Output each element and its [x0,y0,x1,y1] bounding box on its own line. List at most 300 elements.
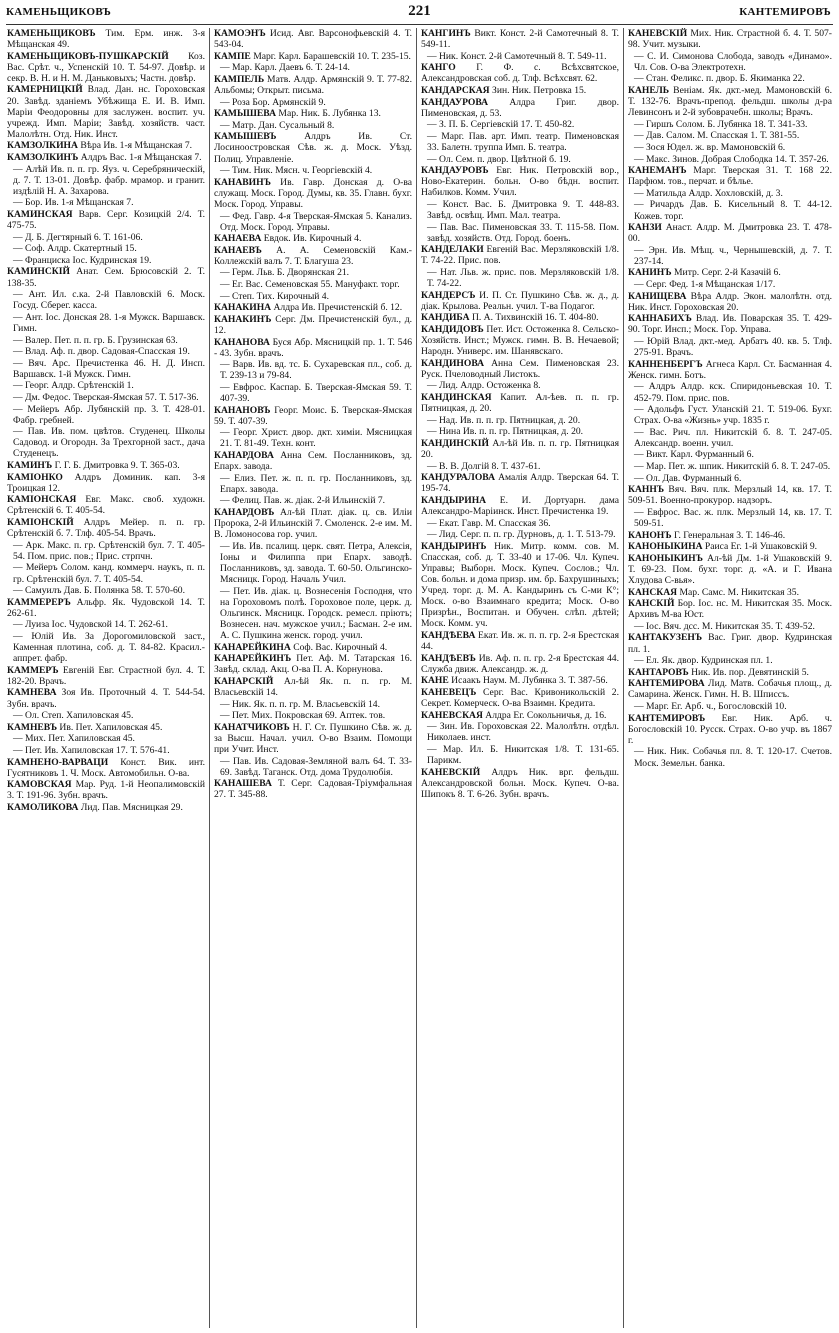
entry-surname: КАМПЕЛЬ [214,73,265,85]
directory-entry [214,756,412,778]
entry-text: Марг. Тверская 31. Т. 168 22. Парфюм. тов., перчат. и бѣлье. [628,165,832,188]
entry-surname: КАНДѢЕВА [421,629,476,641]
entry-surname: КАНАЕВА [214,233,262,245]
entry-text: Евг. Ник. Арб. ч. Богословскій 10. Русск. Страх. О-во учр. въ 1867 г. [628,712,832,746]
entry-text: Ив. Аф. п. п. гр. 2-я Брестская 44. Служба движ. Александр. ж. д. [421,652,619,675]
entry-text: Алдръ Ник. врг. фельдш. Александровской больн. Моск. Купеч. О-ва. Шипокъ 8. Т. 6-26. Зубн. врачъ. [421,766,619,800]
directory-entry [628,621,832,632]
entry-text: Коз. Вас. Срѣт. ч., Успенскій 10. Т. 54-97. Довѣр. и секр. В. Н. и Н. М. Даньковыхъ; Частн. довѣр. [7,50,205,84]
directory-entry [214,586,412,641]
directory-entry [421,653,619,675]
entry-text: Лид. Матв. Собачья площ., д. Самарина. Женск. Гимн. Н. В. Шписсъ. [628,678,832,701]
entry-surname: КАНДИДОВЪ [421,323,484,335]
entry-text: Вяч. Вяч. плк. Мерзлый 14, кв. 17. Т. 509-51. Военно-прокурор. надзоръ. [628,484,832,507]
directory-entry [214,108,412,119]
directory-entry [214,74,412,96]
directory-entry [421,529,619,540]
directory-entry [421,358,619,380]
entry-text: Георг. Моис. Б. Тверская-Ямская 59. Т. 407-39. [214,404,412,427]
directory-entry [421,767,619,800]
entry-text: Агнеса Карл. Ст. Басманная 4. Женск. гимн. Ботъ. [628,358,832,381]
entry-surname: КАНАШЕВА [214,778,272,790]
directory-entry [214,337,412,359]
directory-entry [7,209,205,231]
entry-text: Влад. Ив. Поварская 35. Т. 429-90. Торг. Инсп.; Моск. Гор. Управа. [628,313,832,336]
entry-surname: КАММЕРЪ [7,664,59,676]
directory-entry [628,165,832,187]
entry-text: И. П. Ст. Пушкино Сѣв. ж. д., д. діак. Крылова. Реальн. учил. Т-ва Подагог. [421,289,619,312]
directory-entry [214,699,412,710]
entry-text: — Тим. Ник. Мясн. ч. Георгіевскій 4. [220,165,373,177]
entry-text: — Дав. Салом. М. Спасская 1. Т. 381-55. [634,130,800,142]
directory-entry [7,597,205,619]
entry-text: Евдок. Ив. Кирочный 4. [261,233,362,245]
entry-surname: КАНИНЪ [628,267,672,279]
entry-surname: КАНАКИНЪ [214,313,272,325]
entry-text: — Адольфъ Густ. Уланскій 21. Т. 519-06. Бухг. Страх. О-ва «Жизнь» учр. 1835 г. [634,404,832,427]
directory-entry [7,426,205,459]
entry-surname: КАМЕНЬЩИКОВЪ-ПУШКАРСКІЙ [7,50,169,62]
entry-text: — Георг. Христ. двор. дкт. химіи. Мясницкая 21. Т. 81-49. Техн. конт. [220,427,412,450]
directory-entry [7,28,205,50]
directory-entry [7,51,205,84]
directory-entry [628,199,832,221]
entry-text: — Бор. Ив. 1-я Мѣщанская 7. [13,197,134,209]
entry-text: — Герм. Льв. Б. Дворянская 21. [220,267,350,279]
entry-text: Соф. Вас. Кирочный 4. [290,641,388,653]
entry-text: — Конст. Вас. Б. Дмитровка 9. Т. 448-83. Завѣд. освѣщ. Имп. Мал. театра. [427,198,619,221]
directory-entry [628,245,832,267]
entry-text: — Соф. Алдр. Скатертный 15. [13,243,137,255]
entry-text: — Ант. Іос. Донская 28. 1-я Мужск. Варшавск. Гимн. [13,311,205,334]
entry-surname: КАМЕНЬЩИКОВЪ [7,28,96,39]
entry-surname: КАНДИНСКАЯ [421,392,492,403]
entry-text: — Пет. Ив. діак. ц. Вознесенія Господня, что на Гороховомъ полѣ. Гороховое поле, церк. д. Ольгинск. Мясницк. Городск. ремесл. пріютъ; Вознесен. нач. мужское учил.; Басман. 2-е им. А. С. Пушкина женск. город. учил. [220,585,412,641]
entry-text: Буся Абр. Мясницкій пр. 1. Т. 546 - 43. Зубн. врачъ. [214,336,412,359]
directory-entry [628,449,832,460]
entry-text: — Евфрос. Каспар. Б. Тверская-Ямская 59. Т. 407-39. [220,381,412,404]
directory-entry [628,427,832,449]
entry-surname: КАНДѢЕВЪ [421,652,476,664]
entry-text: — Мих. Пет. Хапиловская 45. [13,733,135,745]
entry-surname: КАНАНОВЪ [214,404,271,416]
directory-entry [421,28,619,50]
directory-entry [421,119,619,130]
directory-entry [628,484,832,506]
entry-text: Митр. Серг. 2-й Казачій 6. [671,267,781,279]
directory-entry [7,722,205,733]
entry-surname: КАНАЕВЪ [214,244,262,256]
directory-entry [214,382,412,404]
entry-surname: КАНТЕМИРОВА [628,678,705,690]
entry-text: Анна Сем. Посланниковъ, зд. Епарх. завода. [214,449,412,473]
entry-text: Исаакъ Наум. М. Лубянка 3. Т. 387-56. [448,675,608,687]
entry-text: — Лид. Алдр. Остоженка 8. [427,380,541,392]
directory-entry [421,290,619,312]
entry-text: — Юлій Ив. За Дорогомиловской заст., Каменная плотина, соб. д. Т. 84-82. Красил.-аппрет. фабр. [13,630,205,665]
entry-text: Алдръ Доминик. кап. 3-я Троицкая 12. [7,471,205,494]
entry-text: Конст. Вик. инт. Гусятниковъ 1. Ч. Моск. Автомобильн. О-ва. [7,756,205,779]
directory-entry [7,380,205,391]
directory-entry [421,687,619,709]
entry-surname: КАМИНЪ [7,460,53,472]
entry-surname: КАНДЕРСЪ [421,289,476,301]
directory-entry [7,255,205,266]
directory-entry [628,85,832,118]
directory-entry [628,28,832,50]
entry-surname: КАМЫШЕВА [214,108,277,120]
entry-text: Серг. Вас. Кривоникольскій 2. Секрет. Комерческ. О-ва Взаимн. Кредита. [421,686,619,710]
entry-text: Екат. Ив. ж. п. п. гр. 2-я Брестская 44. [421,629,619,653]
entry-text: Ал-ѣй Як. п. п. гр. М. Власьевскій 14. [214,675,412,698]
directory-entry [214,62,412,73]
directory-entry [7,562,205,584]
directory-entry [214,450,412,472]
directory-entry [7,745,205,756]
directory-entry [7,757,205,779]
entry-text: Е. И. Дортуарн. дама Александро-Маріинск. Инст. Пречистенка 19. [421,494,619,517]
directory-entry [214,473,412,495]
directory-entry [214,267,412,278]
directory-entry [421,392,619,414]
entry-surname: КАНАКИНА [214,302,272,314]
directory-entry [628,336,832,358]
directory-entry [7,197,205,208]
entry-text: — Фед. Гавр. 4-я Тверская-Ямская 5. Канализ. Отд. Моск. Город. Управы. [220,210,412,233]
directory-entry [214,710,412,721]
directory-entry [628,632,832,654]
entry-surname: КАНЕВСКІЙ [421,766,481,778]
entry-text: — Гиршъ Солом. Б. Лубянка 18. Т. 341-33. [634,118,808,130]
directory-columns [4,28,835,1330]
entry-text: — Влад. Аф. п. двор. Садовая-Спасская 19. [13,346,190,358]
directory-entry [628,404,832,426]
entry-text: — Ник. Як. п. п. гр. М. Власьевскій 14. [220,698,381,710]
entry-text: Бор. Іос. нс. М. Никитская 35. Моск. Архивъ М-ва Юст. [628,598,832,621]
entry-text: — Пав. Ив. пом. цвѣтов. Студенец. Школы Садовод. и Огородн. За Трехгорной заст., дача Студенецъ. [13,426,205,460]
entry-text: Ал-ѣй Плат. діак. ц. св. Иліи Пророка, 2-й Ильинскій 7. Смоленск. 2-е им. М. В. Ломоносова гор. учил. [214,506,412,541]
directory-entry [214,507,412,540]
entry-surname: КАННЪ [628,484,665,496]
directory-entry [7,84,205,139]
directory-entry [214,291,412,302]
entry-text: Г. Ф. с. Всѣхсвятское, Александровская соб. д. Тлф. Всѣхсвят. 62. [421,62,619,85]
entry-text: Алдръ Вас. 1-я Мѣщанская 7. [78,152,202,164]
directory-entry [214,427,412,449]
running-head-left: КАМЕНЬЩИКОВЪ [6,6,112,18]
entry-text: — Екат. Гавр. М. Спасская 36. [427,517,551,529]
entry-text: Г. Генеральная 3. Т. 146-46. [671,529,786,541]
entry-text: Ник. Ив. пор. Девятинскій 5. [688,666,809,678]
entry-surname: КАМОЛИКОВА [7,801,79,813]
entry-text: — Стан. Феликс. п. двор. Б. Якиманка 22. [634,73,805,85]
directory-entry [628,188,832,199]
entry-surname: КАНАРДОВЪ [214,506,275,518]
entry-surname: КАНДУРАЛОВА [421,472,495,484]
entry-surname: КАНОНЫКИНА [628,541,703,553]
entry-text: Пет. Аф. М. Татарская 16. Завѣд. склад. Акц. О-ва П. А. Корнунова. [214,653,412,676]
entry-surname: КАНДЕЛАКИ [421,244,484,256]
entry-text: — Луиза Іос. Чудовской 14. Т. 262-61. [13,619,168,631]
entry-text: — Пав. Вас. Пименовская 33. Т. 115-58. Пом. завѣд. хозяйств. Отд. Город. боенъ. [427,221,619,244]
entry-surname: КАМИНСКІЙ [7,266,70,278]
entry-text: — Роза Бор. Армянскій 9. [220,96,326,108]
entry-text: — Ол. Сем. п. двор. Цвѣтной б. 19. [427,153,571,165]
entry-text: Вѣра Ив. 1-я Мѣщанская 7. [77,140,193,152]
entry-text: — Мейеръ Абр. Лубянскій пр. 3. Т. 428-01. Фабр. гребней. [13,403,205,426]
directory-entry [421,199,619,221]
entry-surname: КАММЕРЕРЪ [7,596,71,608]
entry-text: — С. И. Симонова Слобода, заводъ «Динамо». Чл. Сов. О-ва Электротехн. [634,50,832,73]
entry-text: Анаст. Алдр. М. Дмитровка 23. Т. 478-00. [628,222,832,245]
entry-surname: КАНАРДОВА [214,449,274,461]
directory-entry [421,495,619,517]
directory-entry [628,553,832,586]
entry-surname: КАНАТЧИКОВЪ [214,721,290,733]
entry-text: Влад. Дан. нс. Гороховская 20. Завѣд. зданіемъ Убѣжища Е. И. В. Имп. Маріи Феодоровны для заслужен. воспит. уч. учрежд. Имп. Маріи; Завѣд. хозяйств. част. Малолѣтн. Отд. Ник. Инст. [7,84,205,140]
directory-entry [7,472,205,494]
entry-text: — Пав. Ив. Садовая-Земляной валъ 64. Т. 33-69. Завѣд. Таганск. Отд. дома Трудолюбія. [220,755,412,778]
entry-text: Алдръ Ив. Ст. Лосиноостровская Сѣв. ж. д. Моск. Уѣзд. Полиц. Управленіе. [214,131,412,165]
entry-text: — Серг. Фед. 1-я Мѣщанская 1/17. [634,279,776,291]
directory-entry [628,701,832,712]
entry-surname: КАМЫШЕВЪ [214,131,277,143]
entry-text: Веніам. Як. дкт.-мед. Мамоновскій 6. Т. 132-76. Врачъ-препод. фельдш. школы д-ра Левинсонъ и 2-й зубоврачебн. школы; Врачъ. [628,84,832,119]
directory-entry [628,667,832,678]
directory-entry [214,97,412,108]
entry-text: П. А. Тихвинскій 16. Т. 404-80. [469,312,599,324]
entry-surname: КАНДЫРИНЪ [421,540,487,552]
page-number: 221 [408,3,431,19]
directory-entry [628,73,832,84]
entry-text: — Степ. Тих. Кирочный 4. [220,290,330,302]
header-rule [6,24,833,25]
entry-text: Мар. Самс. М. Никитская 35. [677,586,799,598]
directory-entry [421,244,619,266]
entry-text: Лид. Пав. Мясницкая 29. [78,801,183,813]
directory-entry [7,802,205,813]
entry-surname: КАНДАУРОВЪ [421,165,489,177]
directory-entry [7,665,205,687]
entry-surname: КАНЕВЕЦЪ [421,686,477,698]
entry-surname: КАМПЕ [214,50,251,62]
entry-surname: КАНАНОВА [214,336,270,348]
entry-surname: КАНОНЪ [628,529,672,541]
directory-column-4 [625,28,835,1330]
entry-text: Ник. Митр. комм. сов. М. Спасская, соб. д. Т. 33-40 и 17-06. Чл. Купеч. Управы; Выборн. Моск. Купеч. Сослов.; Чл. Сов. больн. и дома призр. им. бр. Бахрушиныхъ; Учред. торг. д. М. А. Кандыринъ съ С-ми К°; Моск. о-во Взаимнаго кредита; Моск. О-во Призрѣн., Воспитан. и Обучен. слѣп. дѣтей; Моск. Комм. уч. [421,540,619,630]
directory-entry [628,222,832,244]
entry-surname: КАНГИНЪ [421,28,471,39]
entry-text: — Евфрос. Вас. ж. плк. Мерзлый 14, кв. 17. Т. 509-51. [634,506,832,530]
entry-text: Альфр. Як. Чудовской 14. Т. 262-61. [7,596,205,619]
directory-entry [7,243,205,254]
entry-text: — Ант. Ил. с.ка. 2-й Павловскій 6. Моск. Госуд. Сберег. касса. [13,289,205,312]
entry-surname: КАМЗОЛКИНА [7,140,78,152]
directory-entry [628,291,832,313]
entry-text: Евг. Ник. Петровскій вор., Ново-Екатерин. больн. О-во бѣдн. воспит. Набилков. Комм. Учил. [421,165,619,199]
directory-entry [7,232,205,243]
entry-text: — Самуилъ Дав. Б. Полянка 58. Т. 570-60. [13,585,186,597]
directory-entry [628,51,832,73]
entry-text: — Арк. Макс. п. гр. Срѣтенскій бул. 7. Т. 405-54. Пом. прис. пов.; Прис. стрпчн. [13,539,205,562]
entry-surname: КАНЕ [421,675,449,687]
entry-text: Евгеній Вас. Мерзляковскій 1/8. Т. 74-22. Прис. пов. [421,244,619,267]
directory-entry [7,710,205,721]
directory-entry [628,655,832,666]
entry-text: — Ник. Ник. Собачья пл. 8. Т. 120-17. Счетов. Моск. Земельн. банка. [634,746,832,769]
entry-text: — Франциска Іос. Кудринская 19. [13,254,152,266]
directory-entry [214,359,412,381]
entry-text: — Вяч. Арс. Пречистенка 46. Н. Д. Инсп. Варшавск. 1-й Мужск. Гимн. [13,357,205,380]
entry-text: Викт. Конст. 2-й Самотечный 8. Т. 549-11. [421,28,619,51]
entry-text: — Ричардъ Дав. Б. Кисельный 8. Т. 44-12. Кожев. торг. [634,199,832,222]
directory-entry [628,473,832,484]
entry-surname: КАМЕРНИЦКІЙ [7,84,83,96]
directory-column-3 [418,28,622,1330]
directory-entry [7,779,205,801]
entry-surname: КАНТАКУЗЕНЪ [628,632,703,644]
entry-surname: КАННЕНБЕРГЪ [628,358,703,370]
entry-text: Зоя Ив. Проточный 4. Т. 544-54. Зубн. врачъ. [7,687,205,710]
entry-text: Т. Серг. Садовая-Тріумфальная 27. Т. 345-88. [214,778,412,801]
directory-entry [214,51,412,62]
directory-entry [628,713,832,746]
directory-entry [628,461,832,472]
entry-text: Амалія Алдр. Тверская 64. Т. 195-74. [421,472,619,495]
entry-text: — Алѣй Ив. п. п. гр. Яуз. ч. Серебряническій, д. 7. Т. 13-01. Довѣр. фабр. мрамор. и гранит. издѣлій Н. А. Захарова. [13,163,205,197]
directory-entry [7,517,205,539]
entry-text: — Вас. Рич. пл. Никитскій б. 8. Т. 247-05. Александр. военн. учил. [634,426,832,449]
directory-entry [628,142,832,153]
directory-entry [7,164,205,197]
entry-text: — Іос. Вяч. дсс. М. Никитская 35. Т. 439-52. [634,620,815,632]
entry-text: Ал-ѣй Дм. 1-й Ушаковскій 9. Т. 69-23. Пом. бухг. торг. д. «А. и Г. Ивана Хлудова С-вья». [628,552,832,586]
directory-entry [421,165,619,198]
entry-text: Евг. Макс. своб. художн. Срѣтенскій 6. Т. 405-54. [7,494,205,517]
entry-surname: КАМІОНСКАЯ [7,494,77,506]
directory-entry [628,130,832,141]
entry-surname: КАМИНСКАЯ [7,209,73,220]
directory-entry [421,85,619,96]
directory-entry [7,494,205,516]
entry-text: — Елиз. Пет. ж. п. п. гр. Посланниковъ, зд. Епарх. завода. [220,472,412,495]
entry-surname: КАНДИНОВА [421,357,485,369]
directory-entry [628,678,832,700]
entry-text: Г. Г. Б. Дмитровка 9. Т. 365-03. [52,460,180,472]
entry-surname: КАМОВСКАЯ [7,779,72,791]
entry-surname: КАНЕВСКАЯ [421,709,483,721]
entry-text: Раиса Ег. 1-й Ушаковскій 9. [702,541,818,553]
entry-text: — Ник. Конст. 2-й Самотечный 8. Т. 549-11. [427,50,607,62]
entry-text: Ал-ѣй Ив. п. п. гр. Пятницкая 20. [421,437,619,460]
entry-text: Вас. Григ. двор. Кудринская пл. 1. [628,632,832,655]
directory-entry [214,653,412,675]
directory-entry [628,359,832,381]
entry-text: Алдра Ив. Пречистенскій б. 12. [271,302,403,314]
entry-text: — Марг. Пав. арт. Имп. театр. Пименовская 33. Балетн. труппа Имп. Б. театра. [427,130,619,153]
entry-text: — Зин. Ив. Гороховская 22. Малолѣтн. отдѣл. Николаев. инст. [427,721,619,744]
entry-text: — Мар. Карл. Даевъ 6. Т. 24-14. [220,62,350,74]
directory-entry [214,165,412,176]
directory-entry [214,495,412,506]
running-head-right: КАНТЕМИРОВЪ [739,6,831,18]
directory-entry [214,676,412,698]
directory-entry [421,518,619,529]
entry-surname: КАНДЫРИНА [421,494,487,506]
directory-entry [7,619,205,630]
entry-text: — Эрн. Ив. Мѣщ. ч., Чернышевскій, д. 7. Т. 237-14. [634,244,832,267]
entry-surname: КАНАРЕЙКИНА [214,641,291,653]
directory-entry [214,279,412,290]
directory-entry [214,314,412,336]
directory-entry [7,585,205,596]
entry-text: Алдра Григ. двор. Пименовская, д. 53. [421,96,619,119]
directory-entry [214,642,412,653]
entry-text: — Ив. Ив. псалищ. церк. свят. Петра, Алексія, Іоны и Филиппа при Епарх. заводѣ. Посланниковъ, зд. завода. Т. 60-50. Ольгинско-Мясницк. Город. Началь Учил. [220,540,412,585]
directory-entry [421,267,619,289]
entry-surname: КАНДИНСКІЙ [421,437,489,449]
entry-surname: КАНГО [421,62,456,74]
entry-text: Капит. Ал-ѣев. п. п. гр. Пятницкая, д. 20. [421,392,619,415]
directory-entry [214,233,412,244]
entry-text: — Д. Б. Дегтярный 6. Т. 161-06. [13,231,143,243]
entry-text: — Юрій Влад. дкт.-мед. Арбатъ 40. кв. 5. Тлф. 275-91. Врачъ. [634,336,832,359]
directory-entry [214,120,412,131]
entry-surname: КАНАВИНЪ [214,176,271,188]
entry-text: — З. П. Б. Сергіевскій 17. Т. 450-82. [427,119,575,131]
directory-entry [214,541,412,585]
directory-entry [214,722,412,755]
entry-text: — Варв. Ив. вд. тс. Б. Сухаревская пл., соб. д. Т. 239-13 и 79-84. [220,359,412,382]
directory-entry [421,131,619,153]
entry-text: — Ол. Степ. Хапиловская 45. [13,710,134,722]
directory-entry [421,541,619,630]
entry-surname: КАНСКАЯ [628,586,678,598]
entry-text: — Зося Юдел. ж. вр. Мамоновскій 6. [634,141,786,153]
entry-text: Анна Сем. Пименовская 23. Руск. Пчеловодный Листокъ. [421,357,619,380]
entry-surname: КАМНЕВА [7,687,57,699]
directory-entry [214,211,412,233]
entry-text: Зин. Ник. Петровка 15. [489,84,587,96]
entry-text: Серг. Дм. Пречистенскій бул., д. 12. [214,313,412,336]
entry-text: Пет. Ист. Остоженка 8. Сельско-Хозяйств. Инст.; Мужск. гимн. В. В. Нечаевой; Народн. Универс. им. Шанявскаго. [421,323,619,358]
entry-surname: КАМЗОЛКИНЪ [7,152,79,164]
entry-surname: КАНИЩЕВА [628,290,687,302]
entry-text: Мих. Ник. Страстной б. 4. Т. 507-98. Учит. музыки. [628,28,832,51]
directory-entry [7,687,205,709]
entry-text: — Матр. Дан. Сусальный 8. [220,119,335,131]
directory-entry [421,154,619,165]
directory-entry [421,97,619,119]
entry-text: Алдръ Мейер. п. п. гр. Срѣтенскій б. 7. Тлф. 405-54. Врачъ. [7,517,205,540]
directory-entry [421,415,619,426]
directory-entry [7,460,205,471]
directory-entry [421,426,619,437]
entry-text: — Макс. Зинов. Добрая Слободка 14. Т. 357-26. [634,153,829,165]
entry-surname: КАННАБИХЪ [628,313,692,325]
directory-entry [421,438,619,460]
entry-text: Н. Г. Ст. Пушкино Сѣв. ж. д. за Высш. Начал. учил. О-во Взаим. Помощи при Учит. Инст. [214,721,412,755]
directory-entry [421,222,619,244]
entry-surname: КАМІОНСКІЙ [7,517,74,529]
directory-entry [421,62,619,84]
entry-text: — Мейеръ Солом. канд. коммерч. наукъ, п. п. гр. Срѣтенскій бул. 7. Т. 405-54. [13,562,205,585]
entry-text: Марг. Карл. Барашевскій 10. Т. 235-15. [250,50,411,62]
entry-surname: КАНЕВСКІЙ [628,28,688,39]
directory-entry [214,177,412,210]
directory-entry [628,381,832,403]
entry-text: Мар. Ник. Б. Лубянка 13. [276,108,381,120]
